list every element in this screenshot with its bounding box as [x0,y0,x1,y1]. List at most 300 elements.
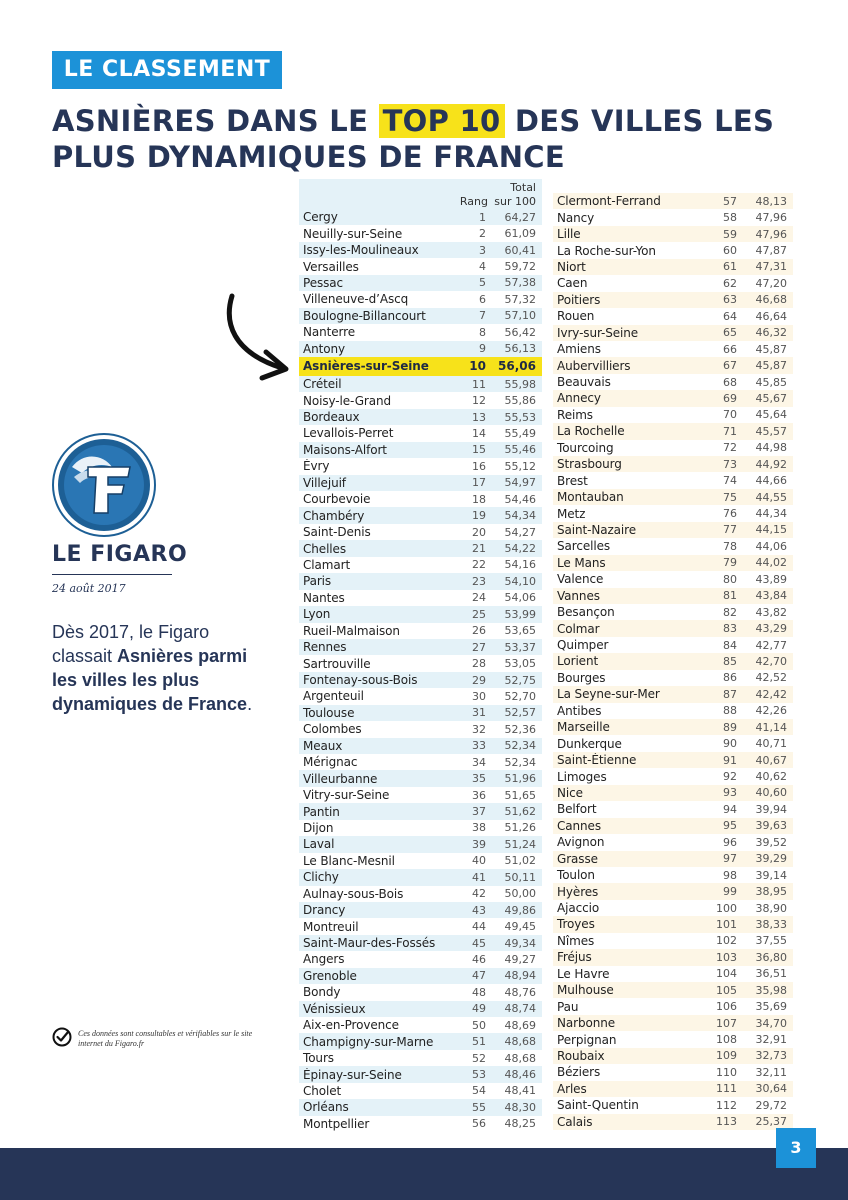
row-score: 51,62 [504,805,536,819]
row-score: 51,26 [504,821,536,835]
table-row [299,475,542,491]
row-city: Paris [303,574,332,589]
row-city: Tourcoing [557,440,614,455]
row-score: 54,97 [504,476,536,490]
row-rank: 40 [472,854,486,868]
row-rank: 22 [472,558,486,572]
row-city: Avignon [557,835,605,850]
row-city: Villeurbanne [303,771,378,786]
row-score: 52,57 [504,706,536,720]
table-row [299,557,542,573]
row-rank: 92 [723,770,737,784]
row-city: Metz [557,506,586,521]
row-score: 54,46 [504,492,536,506]
table-row [553,489,793,505]
row-city: Bondy [303,985,341,1000]
row-city: Strasbourg [557,457,622,472]
row-city: Montpellier [303,1116,370,1131]
table-row [299,639,542,655]
table-row [553,571,793,587]
table-row [299,524,542,540]
row-score: 43,82 [755,605,787,619]
table-row [553,1015,793,1031]
row-rank: 103 [716,950,737,964]
table-row [299,442,542,458]
row-rank: 111 [716,1082,737,1096]
row-rank: 105 [716,983,737,997]
brand-date: 24 août 2017 [52,582,126,595]
row-city: Clamart [303,557,351,572]
row-score: 49,34 [504,936,536,950]
row-rank: 37 [472,805,486,819]
row-city: Reims [557,407,593,422]
row-rank: 46 [472,952,486,966]
row-rank: 102 [716,934,737,948]
table-row [553,966,793,982]
row-score: 48,68 [504,1035,536,1049]
row-score: 47,20 [755,276,787,290]
row-score: 48,74 [504,1002,536,1016]
row-rank: 17 [472,476,486,490]
table-row [553,1081,793,1097]
row-score: 53,99 [504,607,536,621]
row-city: Narbonne [557,1016,616,1031]
row-rank: 79 [723,556,737,570]
table-row [299,324,542,340]
table-row [553,275,793,291]
row-rank: 77 [723,523,737,537]
blurb-post: . [247,694,253,714]
row-score: 38,33 [755,917,787,931]
row-score: 44,02 [755,556,787,570]
title-highlight: TOP 10 [379,104,505,138]
table-row [553,226,793,242]
blurb-text [52,620,274,716]
note-text: Ces données sont consultables et vérifiables sur le site internet du Figaro.fr [78,1029,253,1048]
row-rank: 75 [723,490,737,504]
row-score: 52,34 [504,739,536,753]
row-rank: 61 [723,260,737,274]
table-row [299,902,542,918]
row-score: 39,52 [755,835,787,849]
table-row [299,688,542,704]
row-city: Colmar [557,621,600,636]
row-score: 55,49 [504,426,536,440]
row-score: 40,62 [755,770,787,784]
row-rank: 70 [723,408,737,422]
row-rank: 39 [472,837,486,851]
row-score: 57,38 [504,276,536,290]
row-score: 49,27 [504,952,536,966]
row-city: Cergy [303,210,338,225]
row-rank: 108 [716,1033,737,1047]
row-score: 57,32 [504,292,536,306]
row-score: 48,68 [504,1051,536,1065]
row-score: 51,02 [504,854,536,868]
row-rank: 34 [472,755,486,769]
row-rank: 91 [723,753,737,767]
row-city: Nîmes [557,933,595,948]
row-score: 48,94 [504,969,536,983]
row-score: 48,25 [504,1117,536,1131]
table-row [553,423,793,439]
row-rank: 52 [472,1051,486,1065]
row-score: 46,68 [755,293,787,307]
table-row [553,851,793,867]
table-row [553,341,793,357]
table-row-highlight [299,357,542,376]
row-rank: 36 [472,788,486,802]
row-city: Lille [557,227,581,242]
row-rank: 18 [472,492,486,506]
row-score: 54,34 [504,509,536,523]
table-row [553,735,793,751]
table-row [299,623,542,639]
table-row [553,588,793,604]
row-rank: 5 [479,276,486,290]
ranking-table-left [299,179,542,1132]
row-score: 56,06 [498,359,536,374]
row-city: Grenoble [303,968,357,983]
table-row [299,308,542,324]
row-score: 47,87 [755,244,787,258]
row-score: 42,77 [755,638,787,652]
row-city: Villejuif [303,475,346,490]
row-rank: 54 [472,1084,486,1098]
row-rank: 3 [479,243,486,257]
header-total [494,181,536,209]
table-row [299,968,542,984]
row-score: 39,94 [755,802,787,816]
row-score: 40,67 [755,753,787,767]
table-row [553,1031,793,1047]
row-rank: 112 [716,1098,737,1112]
row-rank: 12 [472,394,486,408]
row-score: 37,55 [755,934,787,948]
row-city: Drancy [303,903,346,918]
table-row [553,242,793,258]
row-rank: 19 [472,509,486,523]
row-score: 53,37 [504,640,536,654]
row-city: Chambéry [303,508,365,523]
row-score: 61,09 [504,227,536,241]
table-row [299,1116,542,1132]
table-row [553,259,793,275]
table-row [553,555,793,571]
row-city: Cholet [303,1083,342,1098]
table-row [299,754,542,770]
table-row [553,209,793,225]
row-rank: 15 [472,443,486,457]
table-row [299,787,542,803]
row-score: 52,36 [504,722,536,736]
row-score: 39,14 [755,868,787,882]
table-row [299,770,542,786]
table-row [553,407,793,423]
row-city: Rouen [557,309,595,324]
row-rank: 27 [472,640,486,654]
row-rank: 97 [723,852,737,866]
brand-divider [52,574,172,575]
row-rank: 6 [479,292,486,306]
row-city: Sarcelles [557,539,611,554]
blurb-pre: Dès 2017, le Figaro classait [52,622,210,666]
row-rank: 57 [723,194,737,208]
row-score: 43,84 [755,589,787,603]
row-city: Montauban [557,490,624,505]
row-rank: 73 [723,457,737,471]
row-score: 42,52 [755,671,787,685]
row-score: 53,65 [504,624,536,638]
row-city: Arles [557,1081,587,1096]
row-rank: 45 [472,936,486,950]
row-city: Argenteuil [303,689,364,704]
table-row [299,507,542,523]
row-rank: 78 [723,539,737,553]
row-score: 38,90 [755,901,787,915]
row-city: Grasse [557,851,598,866]
row-city: Rueil-Malmaison [303,623,400,638]
row-city: Angers [303,952,345,967]
row-score: 55,53 [504,410,536,424]
ranking-table-right [553,193,793,1130]
row-rank: 42 [472,887,486,901]
row-score: 54,27 [504,525,536,539]
row-city: Épinay-sur-Seine [303,1067,402,1082]
row-rank: 66 [723,342,737,356]
table-row [299,392,542,408]
row-rank: 11 [472,377,486,391]
row-rank: 2 [479,227,486,241]
row-city: Champigny-sur-Marne [303,1034,434,1049]
row-score: 64,27 [504,210,536,224]
row-city: Mérignac [303,755,358,770]
row-city: Chelles [303,541,346,556]
table-row [299,935,542,951]
row-rank: 32 [472,722,486,736]
row-city: Béziers [557,1065,601,1080]
row-city: Courbevoie [303,492,371,507]
table-row [553,982,793,998]
row-city: Vannes [557,588,600,603]
row-score: 25,37 [755,1115,787,1129]
row-city: Clichy [303,870,339,885]
table-row [553,1097,793,1113]
row-city: Dunkerque [557,736,622,751]
row-score: 48,13 [755,194,787,208]
row-score: 42,42 [755,687,787,701]
row-rank: 47 [472,969,486,983]
table-row [553,703,793,719]
table-row [553,801,793,817]
row-city: Toulon [557,868,595,883]
row-rank: 107 [716,1016,737,1030]
table-row [553,883,793,899]
row-rank: 76 [723,507,737,521]
row-city: Mulhouse [557,983,614,998]
row-city: Belfort [557,802,597,817]
table-row [299,540,542,556]
table-row [299,869,542,885]
row-city: Aulnay-sous-Bois [303,886,404,901]
table-row [299,425,542,441]
row-city: Versailles [303,259,359,274]
row-score: 44,98 [755,441,787,455]
header-rank: Rang [459,195,488,208]
row-city: Clermont-Ferrand [557,194,661,209]
arrow-icon [222,292,302,384]
row-rank: 41 [472,870,486,884]
row-city: Amiens [557,342,601,357]
row-rank: 96 [723,835,737,849]
header-total-line1: Total [510,181,536,194]
table-row [299,705,542,721]
row-rank: 62 [723,276,737,290]
row-rank: 80 [723,572,737,586]
row-score: 57,10 [504,309,536,323]
row-city: Quimper [557,638,609,653]
row-score: 44,55 [755,490,787,504]
row-city: Saint-Nazaire [557,522,637,537]
row-city: Noisy-le-Grand [303,393,392,408]
row-city: Nanterre [303,325,355,340]
row-score: 59,72 [504,260,536,274]
header-total-line2: sur 100 [494,195,536,208]
table-row [553,670,793,686]
row-city: Levallois-Perret [303,426,394,441]
table-row [299,1033,542,1049]
table-row [553,900,793,916]
row-city: Besançon [557,605,615,620]
table-row [299,376,542,392]
table-row [553,193,793,209]
row-city: Perpignan [557,1032,617,1047]
row-city: Dijon [303,820,334,835]
table-row [299,209,542,225]
row-score: 55,46 [504,443,536,457]
table-row [553,998,793,1014]
row-score: 54,10 [504,574,536,588]
table-row [299,590,542,606]
row-score: 48,69 [504,1018,536,1032]
row-score: 38,95 [755,885,787,899]
row-score: 46,64 [755,309,787,323]
rows-right [553,193,793,1130]
row-score: 48,76 [504,985,536,999]
row-score: 43,29 [755,622,787,636]
row-city: Laval [303,837,335,852]
row-rank: 20 [472,525,486,539]
row-city: Troyes [557,917,595,932]
table-row [299,1066,542,1082]
row-city: Meaux [303,738,343,753]
row-rank: 65 [723,326,737,340]
row-rank: 13 [472,410,486,424]
row-score: 51,24 [504,837,536,851]
table-row [553,620,793,636]
row-city: Rennes [303,640,347,655]
row-score: 45,57 [755,424,787,438]
table-row [553,916,793,932]
table-header [299,179,542,209]
title-pre: ASNIÈRES DANS LE [52,104,379,138]
row-city: Le Blanc-Mesnil [303,853,395,868]
table-row [299,341,542,357]
row-rank: 38 [472,821,486,835]
row-rank: 31 [472,706,486,720]
page-title [52,103,812,175]
row-score: 44,15 [755,523,787,537]
table-row [299,1099,542,1115]
row-city: Aix-en-Provence [303,1018,399,1033]
row-score: 55,86 [504,394,536,408]
row-rank: 110 [716,1065,737,1079]
table-row [553,834,793,850]
row-rank: 99 [723,885,737,899]
row-rank: 35 [472,772,486,786]
table-row [299,721,542,737]
row-city: Créteil [303,377,342,392]
brand-name: LE FIGARO [52,542,188,567]
row-score: 43,89 [755,572,787,586]
row-score: 36,80 [755,950,787,964]
row-city: Boulogne-Billancourt [303,308,426,323]
table-row [299,672,542,688]
row-city: Hyères [557,884,599,899]
row-rank: 26 [472,624,486,638]
row-rank: 89 [723,720,737,734]
row-city: Pantin [303,804,340,819]
row-rank: 100 [716,901,737,915]
title-post: DES VILLES LES PLUS DYNAMIQUES DE FRANCE [52,104,775,174]
row-rank: 63 [723,293,737,307]
row-rank: 74 [723,474,737,488]
row-city: Niort [557,259,586,274]
row-city: Ivry-sur-Seine [557,325,639,340]
table-row [299,458,542,474]
row-score: 45,85 [755,375,787,389]
table-row [299,738,542,754]
row-score: 29,72 [755,1098,787,1112]
row-score: 54,06 [504,591,536,605]
table-row [299,655,542,671]
row-city: Maisons-Alfort [303,442,387,457]
row-city: Fréjus [557,950,592,965]
row-city: Nantes [303,590,345,605]
row-city: Pau [557,999,579,1014]
row-rank: 101 [716,917,737,931]
row-rank: 33 [472,739,486,753]
row-rank: 4 [479,260,486,274]
row-score: 41,14 [755,720,787,734]
row-city: Vénissieux [303,1001,366,1016]
table-row [299,951,542,967]
row-score: 53,05 [504,657,536,671]
table-row [553,637,793,653]
row-rank: 71 [723,424,737,438]
row-rank: 24 [472,591,486,605]
row-rank: 72 [723,441,737,455]
row-score: 54,22 [504,542,536,556]
table-row [553,686,793,702]
row-score: 52,70 [504,689,536,703]
row-rank: 69 [723,391,737,405]
row-score: 35,98 [755,983,787,997]
row-score: 48,41 [504,1084,536,1098]
row-city: Lyon [303,607,331,622]
table-row [553,1114,793,1130]
row-rank: 86 [723,671,737,685]
